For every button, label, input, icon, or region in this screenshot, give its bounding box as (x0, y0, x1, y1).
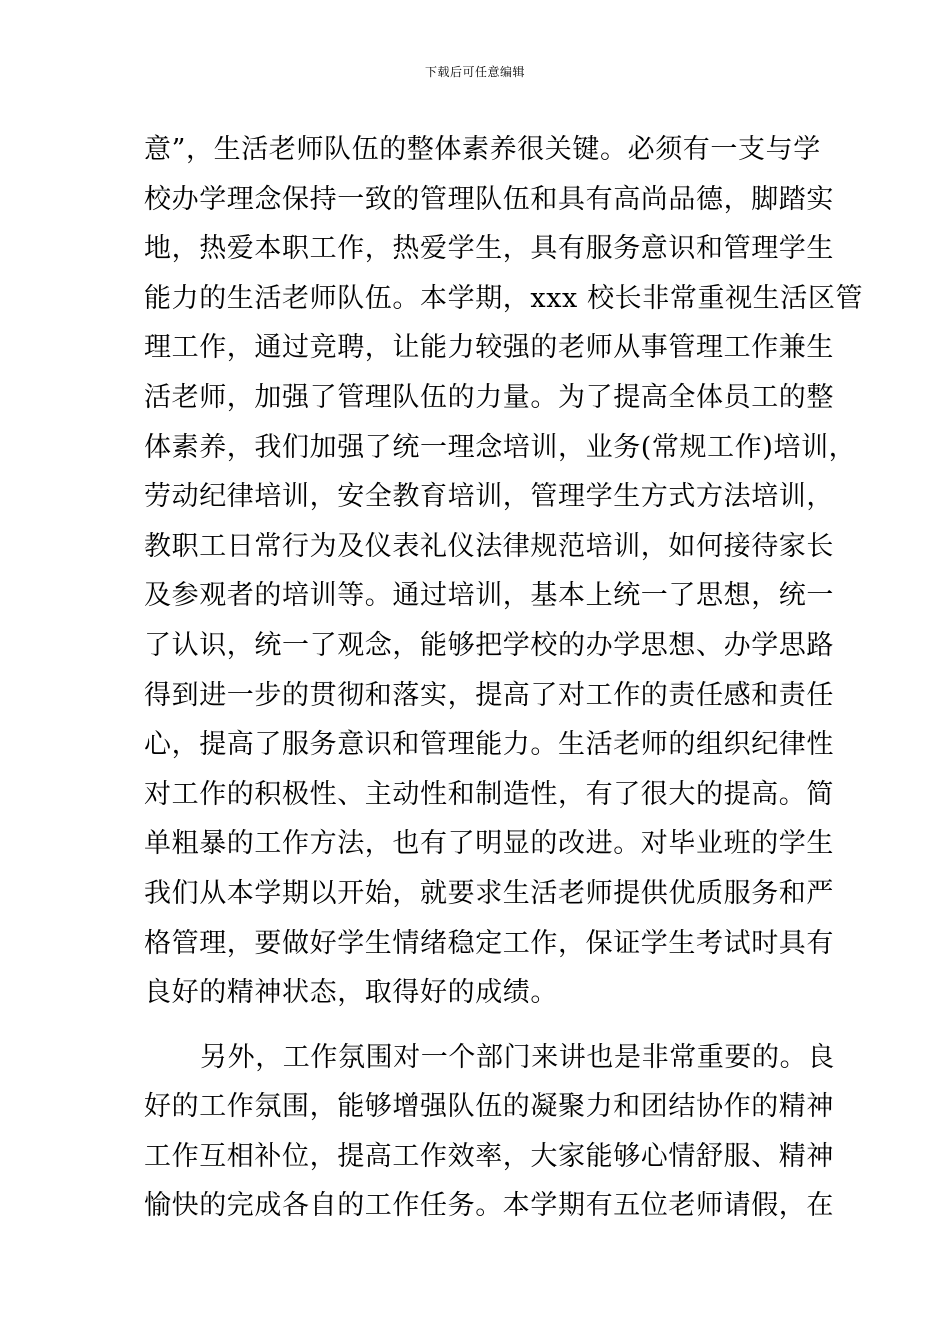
text-line: 能力的生活老师队伍。本学期，xxx 校长非常重视生活区管 (144, 282, 864, 314)
text-line: 了认识，统一了观念，能够把学校的办学思想、办学思路 (144, 629, 834, 661)
text-line: 我们从本学期以开始，就要求生活老师提供优质服务和严 (144, 877, 834, 909)
text-line: 劳动纪律培训，安全教育培训，管理学生方式方法培训， (144, 481, 834, 513)
paragraph-spacer (144, 1018, 834, 1033)
text-line: 及参观者的培训等。通过培训，基本上统一了思想，统一 (144, 580, 834, 612)
text-line: 校办学理念保持一致的管理队伍和具有高尚品德，脚踏实 (144, 183, 834, 215)
text-line: 意”，生活老师队伍的整体素养很关键。必须有一支与学 (144, 134, 821, 165)
text-line: 教职工日常行为及仪表礼仪法律规范培训，如何接待家长 (144, 530, 834, 562)
text-line: 好的工作氛围，能够增强队伍的凝聚力和团结协作的精神 (144, 1091, 834, 1123)
document-body (144, 125, 864, 1231)
text-line: 得到进一步的贯彻和落实，提高了对工作的责任感和责任 (144, 679, 834, 711)
paragraph-1 (144, 125, 864, 1018)
text-line: 单粗暴的工作方法，也有了明显的改进。对毕业班的学生 (144, 828, 834, 860)
text-line: 良好的精神状态，取得好的成绩。 (144, 977, 558, 1009)
text-line: 理工作，通过竞聘，让能力较强的老师从事管理工作兼生 (144, 332, 834, 364)
text-line: 体素养，我们加强了统一理念培训，业务(常规工作)培训， (144, 431, 857, 463)
page-header: 下载后可任意编辑 (424, 65, 525, 79)
text-line: 工作互相补位，提高工作效率，大家能够心情舒服、精神 (144, 1140, 834, 1172)
paragraph-2 (144, 1033, 834, 1231)
text-line: 格管理，要做好学生情绪稳定工作，保证学生考试时具有 (144, 927, 834, 959)
text-line: 愉快的完成各自的工作任务。本学期有五位老师请假，在 (144, 1190, 834, 1222)
text-line: 对工作的积极性、主动性和制造性，有了很大的提高。简 (144, 778, 834, 810)
text-line: 活老师，加强了管理队伍的力量。为了提高全体员工的整 (144, 381, 834, 413)
text-line: 另外，工作氛围对一个部门来讲也是非常重要的。良 (200, 1041, 835, 1073)
text-line: 地，热爱本职工作，热爱学生，具有服务意识和管理学生 (144, 233, 834, 265)
text-line: 心，提高了服务意识和管理能力。生活老师的组织纪律性 (144, 729, 834, 761)
